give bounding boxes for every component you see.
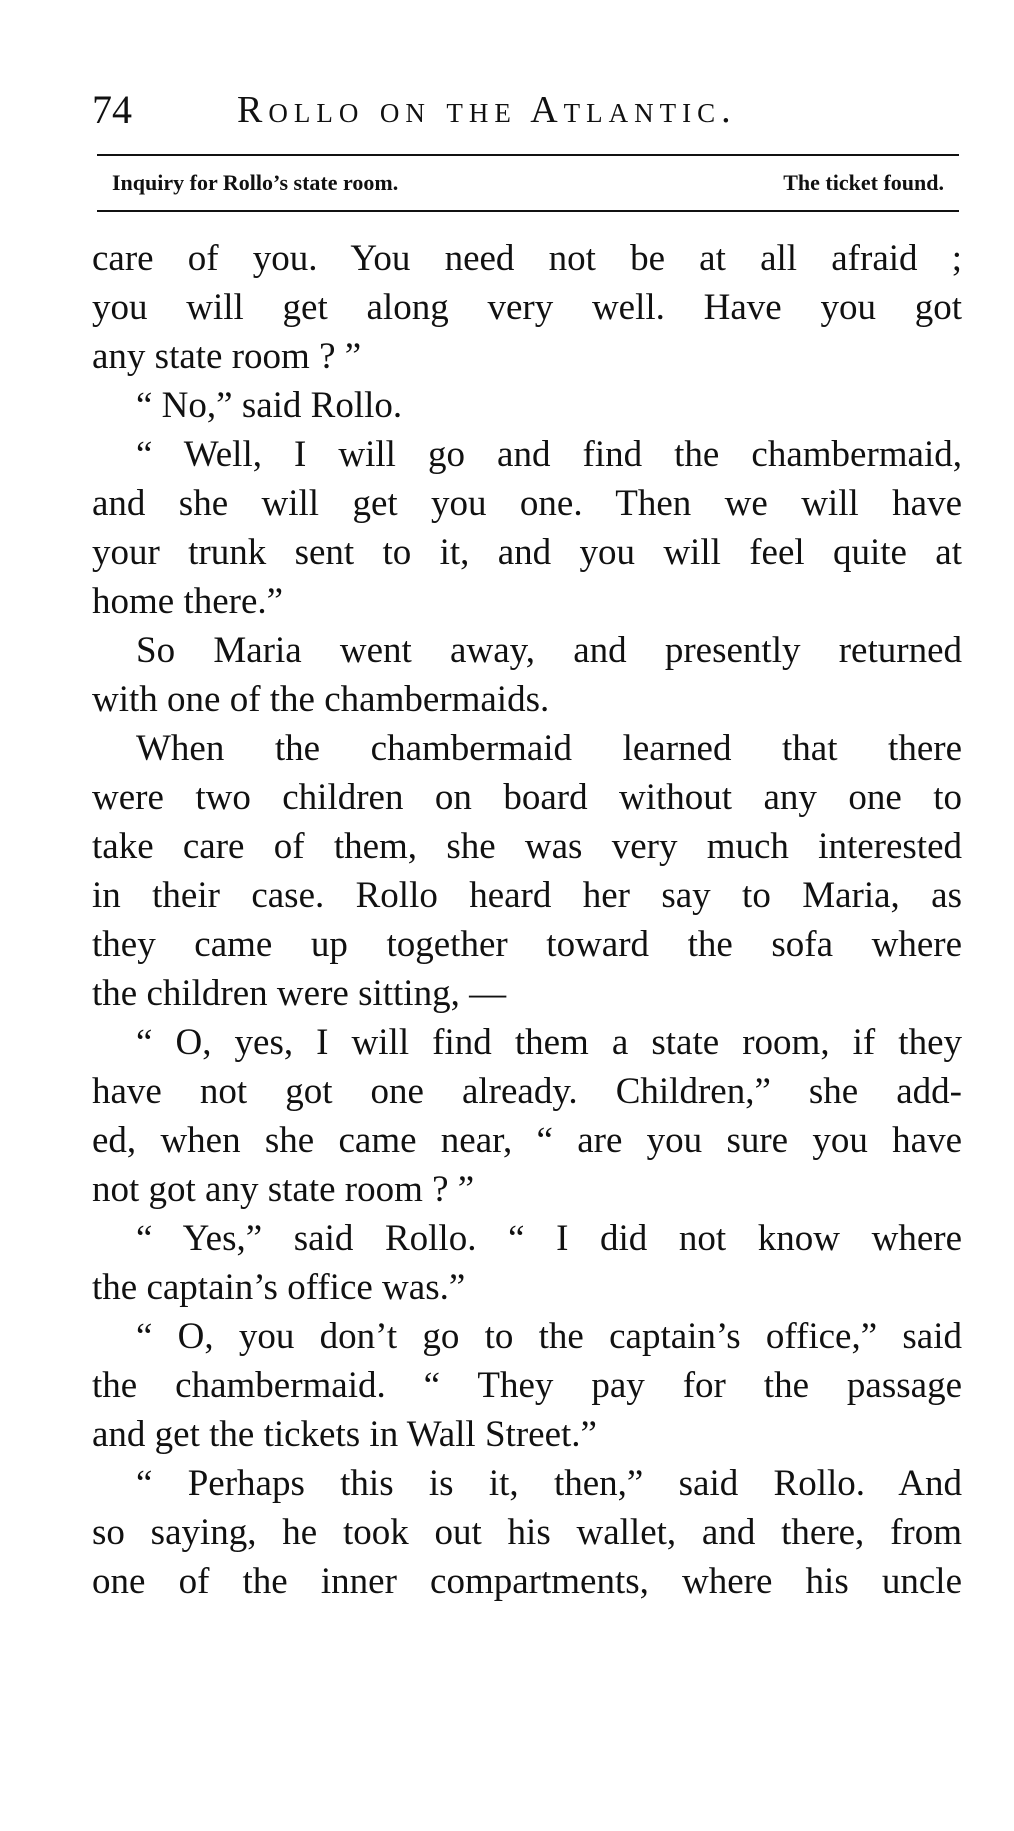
side-note-left: Inquiry for Rollo’s state room. — [112, 170, 399, 195]
text-line: not got any state room ? ” — [92, 1169, 475, 1210]
text-line: “ No,” said Rollo. — [136, 385, 403, 426]
page-number: 74 — [92, 87, 132, 132]
text-line: one of the inner compartments, where his uncle — [92, 1561, 962, 1602]
text-line: you will get along very well. Have you got — [92, 287, 962, 328]
text-line: home there.” — [92, 581, 284, 622]
text-line: the chambermaid. “ They pay for the passage — [92, 1365, 962, 1406]
text-line: your trunk sent to it, and you will feel quite at — [92, 532, 962, 573]
text-line: and she will get you one. Then we will have — [92, 483, 962, 524]
text-line: the children were sitting, — — [92, 973, 507, 1014]
header-rule-bottom — [97, 210, 959, 212]
text-line: they came up together toward the sofa where — [92, 924, 962, 965]
text-line: “ Well, I will go and find the chambermaid, — [136, 434, 962, 475]
text-line: with one of the chambermaids. — [92, 679, 550, 720]
body-text — [92, 234, 962, 1606]
text-line: So Maria went away, and presently returned — [136, 630, 962, 671]
text-line: “ O, you don’t go to the captain’s office,” said — [136, 1316, 962, 1357]
text-line: have not got one already. Children,” she add- — [92, 1071, 962, 1112]
text-line: the captain’s office was.” — [92, 1267, 466, 1308]
header-rule-top — [97, 154, 959, 156]
text-line: When the chambermaid learned that there — [136, 728, 962, 769]
side-note-right: The ticket found. — [783, 170, 944, 195]
text-line: “ Yes,” said Rollo. “ I did not know where — [136, 1218, 962, 1259]
text-line: “ O, yes, I will find them a state room, if they — [136, 1022, 962, 1063]
text-line: care of you. You need not be at all afraid ; — [92, 238, 962, 279]
text-line: in their case. Rollo heard her say to Maria, as — [92, 875, 962, 916]
text-line: were two children on board without any one to — [92, 777, 962, 818]
text-line: ed, when she came near, “ are you sure you have — [92, 1120, 962, 1161]
book-title: Rollo on the Atlantic. — [237, 89, 737, 131]
running-head — [92, 82, 962, 138]
text-line: and get the tickets in Wall Street.” — [92, 1414, 597, 1455]
text-line: take care of them, she was very much interested — [92, 826, 962, 867]
text-line: any state room ? ” — [92, 336, 362, 377]
text-line: so saying, he took out his wallet, and there, from — [92, 1512, 962, 1553]
text-line: “ Perhaps this is it, then,” said Rollo. And — [136, 1463, 962, 1504]
side-notes — [112, 164, 944, 202]
